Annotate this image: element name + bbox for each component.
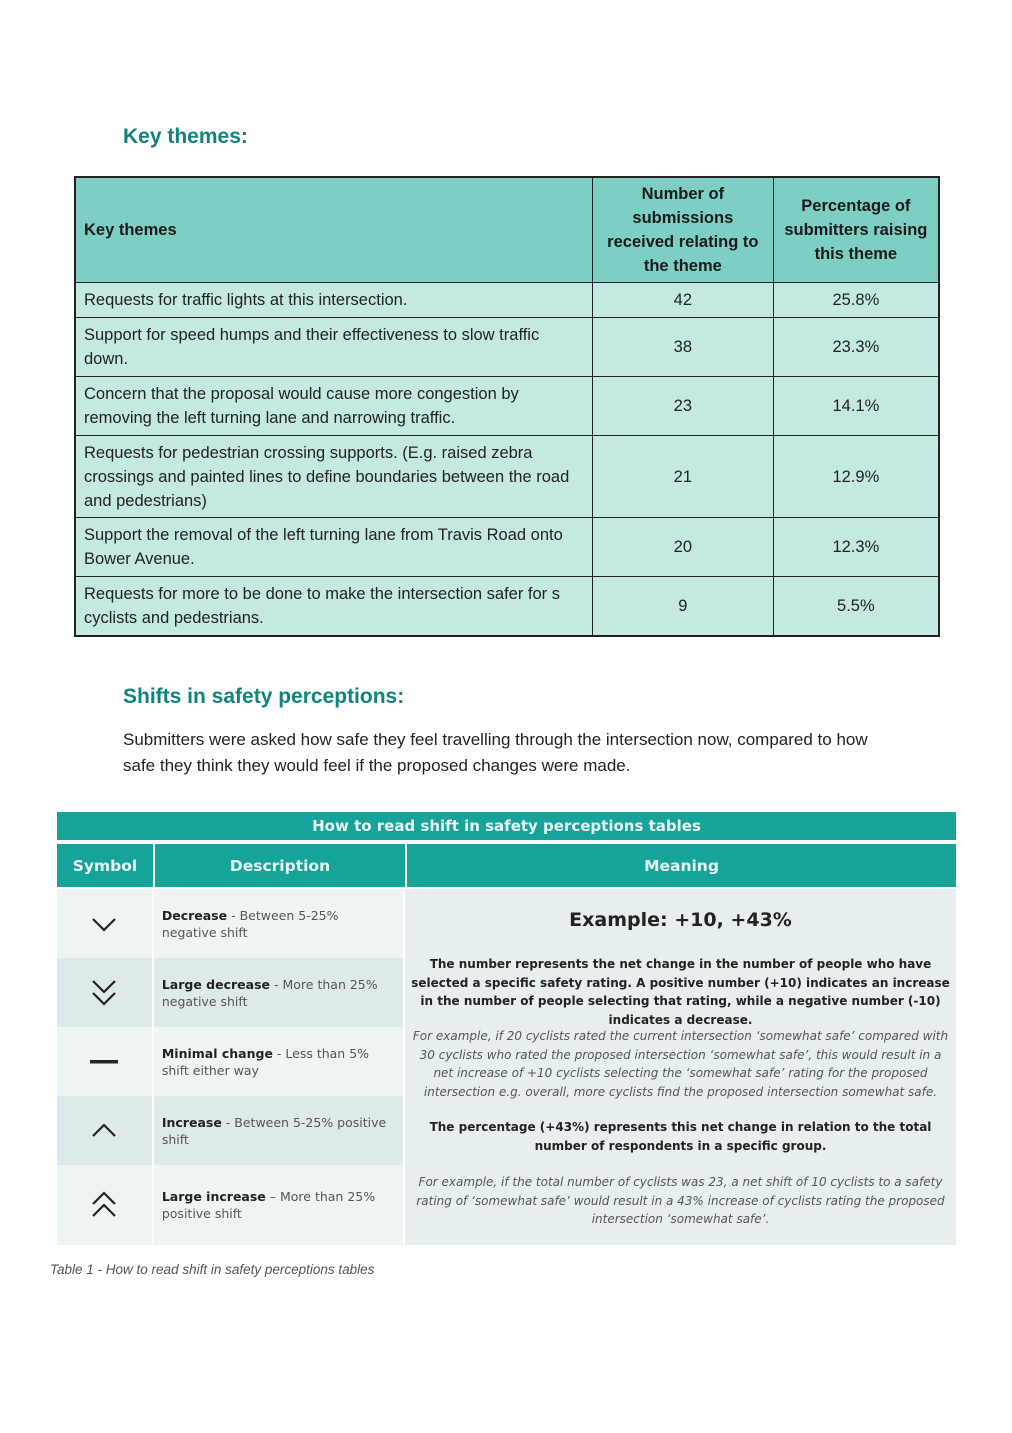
theme-cell: Requests for more to be done to make the intersection safer for s cyclists and pedestrians. [75, 577, 592, 636]
table-row [75, 318, 939, 377]
chevron-down-icon [90, 914, 118, 934]
table-row [75, 518, 939, 577]
legend-header-meaning: Meaning [644, 856, 719, 875]
shifts-intro: Submitters were asked how safe they feel travelling through the intersection now, compared to how safe they think they would feel if the proposed changes were made. [123, 730, 868, 775]
count-cell: 21 [592, 436, 773, 518]
table-row [75, 577, 939, 636]
theme-cell: Support for speed humps and their effectiveness to slow traffic down. [75, 318, 592, 377]
legend-header-symbol: Symbol [57, 844, 155, 887]
double-chevron-down-icon [90, 978, 118, 1008]
theme-cell: Requests for traffic lights at this intersection. [75, 283, 592, 318]
meaning-percentage-example: For example, if the total number of cyclists was 23, a net shift of 10 cyclists to a safety rating of ‘somewhat safe’ would result in a 43% increase of cyclists rating the proposed intersection ‘somewhat safe’. [416, 1175, 945, 1226]
chevron-up-icon [90, 1121, 118, 1141]
percentage-cell: 23.3% [773, 318, 939, 377]
legend-row [57, 1096, 405, 1165]
percentage-cell: 12.9% [773, 436, 939, 518]
dash-icon [89, 1057, 119, 1067]
legend-header-description: Description [155, 844, 407, 887]
meaning-example-title: Example: +10, +43% [569, 909, 792, 931]
count-cell: 23 [592, 377, 773, 436]
legend-description: Large decrease - More than 25% negative shift [154, 958, 405, 1027]
column-header-themes: Key themes [75, 177, 592, 283]
legend-description: Large increase – More than 25% positive shift [154, 1165, 405, 1245]
key-themes-heading: Key themes: [123, 125, 248, 148]
percentage-cell: 5.5% [773, 577, 939, 636]
percentage-cell: 25.8% [773, 283, 939, 318]
count-cell: 20 [592, 518, 773, 577]
table-row [75, 377, 939, 436]
count-cell: 42 [592, 283, 773, 318]
theme-cell: Requests for pedestrian crossing supports. (E.g. raised zebra crossings and painted lines to define boundaries between the road and pedestrians) [75, 436, 592, 518]
legend-row [57, 958, 405, 1027]
theme-cell: Support the removal of the left turning lane from Travis Road onto Bower Avenue. [75, 518, 592, 577]
legend-header-row [57, 844, 956, 887]
column-header-percentage: Percentage of submitters raising this theme [773, 177, 939, 283]
percentage-cell: 12.3% [773, 518, 939, 577]
theme-cell: Concern that the proposal would cause more congestion by removing the left turning lane and narrowing traffic. [75, 377, 592, 436]
percentage-cell: 14.1% [773, 377, 939, 436]
legend-description: Minimal change - Less than 5% shift either way [154, 1027, 405, 1096]
meaning-number-example: For example, if 20 cyclists rated the current intersection ‘somewhat safe’ compared with 30 cyclists who rated the proposed intersection ‘somewhat safe’, this would result in a net increase of +10 cyclists selecting the ‘somewhat safe’ rating for the proposed intersection e.g. overall, more cyclists find the proposed intersection somewhat safe. [412, 1029, 949, 1099]
legend-description: Increase - Between 5-25% positive shift [154, 1096, 405, 1165]
table-row [75, 283, 939, 318]
double-chevron-up-icon [90, 1190, 118, 1220]
count-cell: 9 [592, 577, 773, 636]
legend-title: How to read shift in safety perceptions tables [57, 812, 956, 840]
legend-meaning-panel [405, 889, 956, 1245]
count-cell: 38 [592, 318, 773, 377]
meaning-percentage-text: The percentage (+43%) represents this net change in relation to the total number of respondents in a specific group. [429, 1120, 932, 1153]
column-header-count: Number of submissions received relating to the theme [592, 177, 773, 283]
shifts-heading: Shifts in safety perceptions: [123, 685, 405, 708]
key-themes-table [74, 176, 940, 637]
legend-row [57, 1165, 405, 1245]
legend-description: Decrease - Between 5-25% negative shift [154, 889, 405, 958]
legend-row [57, 1027, 405, 1096]
legend-row [57, 889, 405, 958]
meaning-number-text: The number represents the net change in the number of people who have selected a specific safety rating. A positive number (+10) indicates an increase in the number of people selecting that rating, while a negative number (-10) indicates a decrease. [411, 957, 950, 1027]
table-caption: Table 1 - How to read shift in safety perceptions tables [50, 1262, 375, 1277]
legend-table [57, 812, 956, 1245]
table-row [75, 436, 939, 518]
